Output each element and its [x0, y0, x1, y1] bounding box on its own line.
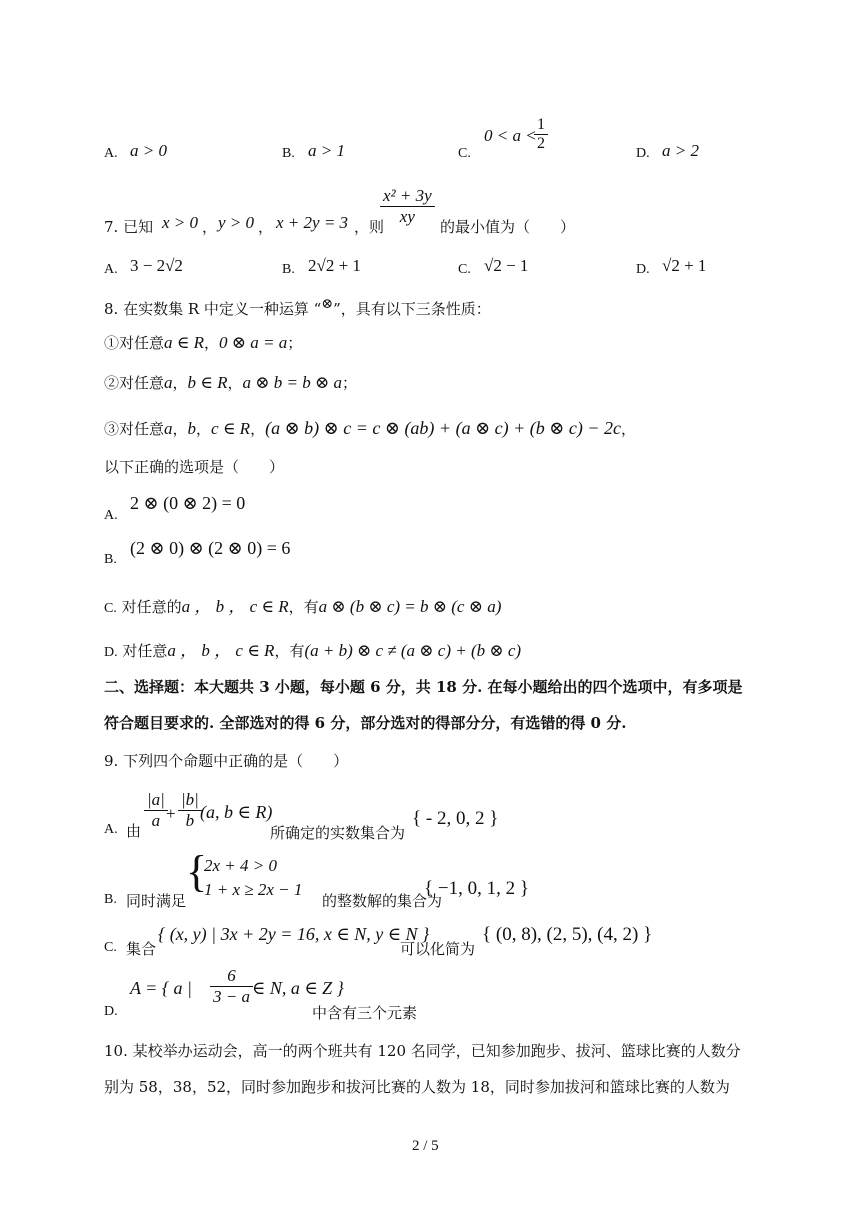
q7-c-math: √2 − 1	[484, 256, 529, 275]
q8-d-has: ，有	[274, 642, 305, 660]
q8-ask: 以下正确的选项是（ ）	[104, 458, 285, 476]
q8-stem	[104, 298, 491, 319]
q7-a-label: A.	[104, 262, 118, 277]
q6-b-math: a > 1	[308, 141, 345, 160]
q9-b-label: B.	[104, 892, 117, 907]
q8-d-label: D.	[104, 645, 118, 660]
q9-a-fraction-2: $\frac{|b|}{b}$	[178, 790, 202, 831]
q8-p3-a: a	[164, 419, 173, 438]
q8-p1-sep: ，	[203, 334, 219, 352]
q7-comma1: ，	[202, 218, 218, 236]
q9-d-rhs: ∈ N, a ∈ Z }	[252, 978, 344, 998]
q8-p3-b: b	[187, 419, 197, 438]
q8-p1-math: a ∈ R	[164, 333, 204, 352]
q8-p3-text: ③对任意	[104, 420, 165, 438]
q7-b-math: 2√2 + 1	[308, 256, 361, 275]
q7-b-label: B.	[282, 262, 295, 277]
q6-c-fraction: $\frac{1}{2}$	[534, 116, 548, 153]
q9-b-set: { −1, 0, 1, 2 }	[424, 878, 529, 899]
q7-a-math: 3 − 2√2	[130, 256, 183, 275]
q8-d-math: (a + b) ⊗ c ≠ (a ⊗ c) + (b ⊗ c)	[304, 641, 522, 660]
q8-p3-end: ，	[620, 420, 636, 438]
q6-c-label: C.	[458, 146, 471, 161]
q8-stem-b: ”，具有以下三条性质：	[333, 300, 491, 318]
q9-stem: 9. 下列四个命题中正确的是（ ）	[104, 752, 349, 770]
q6-c-math: 0 < a <	[484, 126, 537, 145]
q7-comma2: ，	[258, 218, 274, 236]
q8-p2-rule: a ⊗ b = b ⊗ a	[242, 373, 342, 392]
q8-property-3	[104, 418, 636, 439]
q8-c-label: C.	[104, 601, 117, 616]
q9-c-result: { (0, 8), (2, 5), (4, 2) }	[482, 924, 653, 945]
q8-stem-a: 8. 在实数集 R 中定义一种运算 “	[104, 300, 322, 318]
q8-p1-text: ①对任意	[104, 334, 165, 352]
q8-p1-end: ；	[287, 334, 303, 352]
q9-a-label: A.	[104, 822, 118, 837]
q9-a-pre: 由	[126, 822, 142, 840]
q9-b-pre: 同时满足	[126, 892, 187, 910]
q7-d-math: √2 + 1	[662, 256, 707, 275]
q6-a-label: A.	[104, 146, 118, 161]
q8-c-vars: a ， b ， c ∈ R	[181, 597, 289, 616]
q6-b-label: B.	[282, 146, 295, 161]
page-number: 2 / 5	[412, 1138, 439, 1154]
q9-a-plus: +	[166, 804, 176, 823]
q6-a-math: a > 0	[130, 141, 167, 160]
q8-a-math: 2 ⊗ (0 ⊗ 2) = 0	[130, 493, 246, 513]
q8-d-vars: a ， b ， c ∈ R	[167, 641, 275, 660]
q9-a-set: { - 2, 0, 2 }	[412, 808, 499, 829]
q8-p3-sep2: ，	[196, 420, 212, 438]
q8-p2-b: b ∈ R	[187, 373, 228, 392]
q8-p2-sep1: ，	[172, 374, 188, 392]
q8-c-math: a ⊗ (b ⊗ c) = b ⊗ (c ⊗ a)	[318, 597, 502, 616]
q8-p2-a: a	[164, 373, 173, 392]
q8-option-c	[104, 592, 501, 617]
q8-p2-end: ；	[341, 374, 357, 392]
q9-a-fraction-1: $\frac{|a|}{a}$	[144, 790, 168, 831]
q9-b-system-line-2: 1 + x ≥ 2x − 1	[204, 880, 303, 899]
q8-b-label: B.	[104, 552, 117, 567]
q8-property-2	[104, 372, 357, 393]
q8-property-1	[104, 332, 302, 353]
q8-b-math: (2 ⊗ 0) ⊗ (2 ⊗ 0) = 6	[130, 538, 291, 558]
q7-then: ，则	[354, 218, 385, 236]
q7-prefix: 7. 已知	[104, 218, 154, 236]
q8-option-d	[104, 636, 521, 661]
q8-p2-sep2: ，	[227, 374, 243, 392]
q7-c-label: C.	[458, 262, 471, 277]
q10-line-1: 10. 某校举办运动会，高一的两个班共有 120 名同学，已知参加跑步、拔河、篮球比赛的人数分	[104, 1042, 741, 1060]
q6-d-math: a > 2	[662, 141, 699, 160]
q8-c-has: ，有	[288, 598, 319, 616]
q9-a-domain: (a, b ∈ R)	[200, 802, 273, 822]
q7-cond1: x > 0	[162, 213, 199, 232]
q8-otimes-symbol: ⊗	[321, 297, 334, 312]
q9-b-system-brace: {	[186, 847, 208, 896]
q8-a-label: A.	[104, 508, 118, 523]
q9-d-fraction: $\frac{6}{3 - a}$	[210, 966, 253, 1007]
q7-cond2: y > 0	[218, 213, 255, 232]
q8-p3-rule: (a ⊗ b) ⊗ c = c ⊗ (ab) + (a ⊗ c) + (b ⊗ c) − 2c	[265, 418, 621, 438]
q9-c-set: { (x, y) | 3x + 2y = 16, x ∈ N, y ∈ N }	[158, 924, 430, 944]
section-2-line-1: 二、选择题：本大题共 3 小题，每小题 6 分，共 18 分. 在每小题给出的四个选项中，有多项是	[104, 678, 743, 696]
q8-p1-rule: 0 ⊗ a = a	[219, 333, 288, 352]
q7-cond3: x + 2y = 3	[276, 213, 349, 232]
q8-p3-c: c ∈ R	[211, 419, 251, 438]
section-2-line-2: 符合题目要求的. 全部选对的得 6 分，部分选对的得部分分，有选错的得 0 分.	[104, 714, 627, 732]
q10-line-2: 别为 58，38，52，同时参加跑步和拔河比赛的人数为 18，同时参加拔河和篮球比赛的人数为	[104, 1078, 730, 1096]
q9-c-mid: 可以化简为	[400, 940, 476, 958]
q6-d-label: D.	[636, 146, 650, 161]
q9-d-lhs: A = { a |	[130, 978, 192, 998]
q7-suffix: 的最小值为（ ）	[440, 218, 576, 236]
q9-c-pre: 集合	[126, 940, 157, 958]
q8-p3-sep1: ，	[172, 420, 188, 438]
q8-p2-text: ②对任意	[104, 374, 165, 392]
q9-b-mid: 的整数解的集合为	[322, 892, 443, 910]
q7-fraction: $\frac{\text{x² + 3y}}{xy}$	[380, 186, 435, 227]
q9-a-mid: 所确定的实数集合为	[270, 824, 406, 842]
q7-d-label: D.	[636, 262, 650, 277]
q9-d-label: D.	[104, 1004, 118, 1019]
q8-p3-sep3: ，	[250, 420, 266, 438]
q9-d-mid: 中含有三个元素	[312, 1004, 418, 1022]
q9-b-system-line-1: 2x + 4 > 0	[204, 856, 277, 875]
q8-c-text: 对任意的	[121, 598, 182, 616]
q9-c-label: C.	[104, 940, 117, 955]
q8-d-text: 对任意	[122, 642, 168, 660]
